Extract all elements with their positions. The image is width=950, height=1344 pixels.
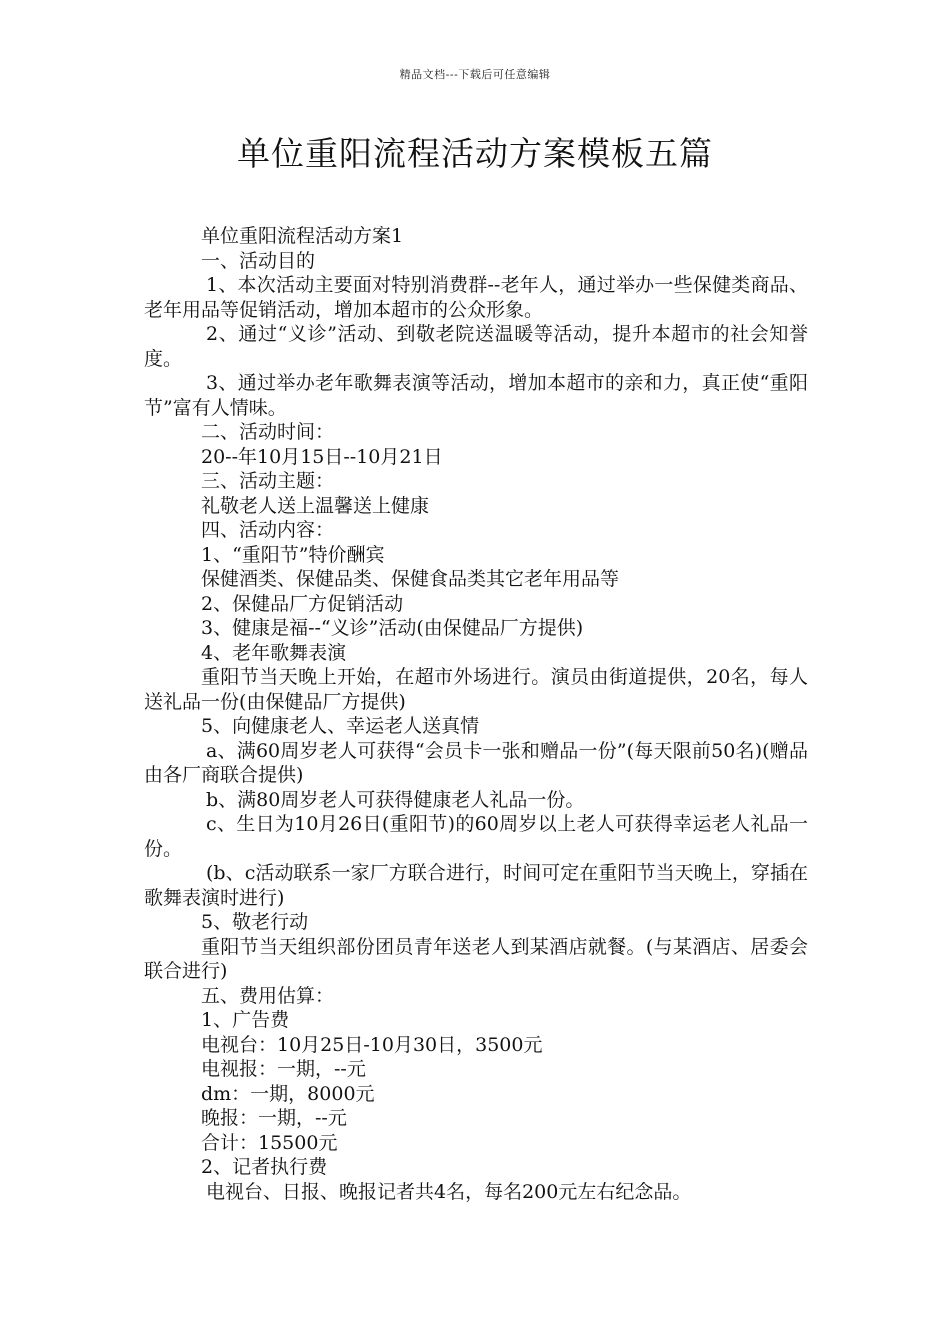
paragraph: 礼敬老人送上温馨送上健康 [201,494,430,517]
paragraph: 1、“重阳节”特价酬宾 [201,543,385,566]
paragraph: dm：一期，8000元 [201,1082,375,1105]
paragraph: 重阳节当天组织部份团员青年送老人到某酒店就餐。(与某酒店、居委会联合进行) [144,935,808,982]
header-note: 精品文档---下载后可任意编辑 [399,68,551,81]
paragraph: 20--年10月15日--10月21日 [201,445,443,468]
paragraph: 保健酒类、保健品类、保健食品类其它老年用品等 [201,568,620,590]
section-heading: 二、活动时间： [201,421,335,443]
section-heading: 五、费用估算： [201,984,335,1007]
paragraph: 3、通过举办老年歌舞表演等活动，增加本超市的亲和力，真正使“重阳节”富有人情味。 [144,372,808,419]
section-heading: 一、活动目的 [201,249,316,272]
paragraph: 电视台、日报、晚报记者共4名，每名200元左右纪念品。 [206,1180,692,1203]
document-body [144,224,808,1204]
paragraph: 3、健康是福--“义诊”活动(由保健品厂方提供) [201,617,584,639]
section-heading: 三、活动主题： [201,470,335,492]
paragraph: 1、本次活动主要面对特别消费群--老年人，通过举办一些保健类商品、老年用品等促销活动，增加本超市的公众形象。 [144,274,808,321]
paragraph: a、满60周岁老人可获得“会员卡一张和赠品一份”(每天限前50名)(赠品由各厂商联合提供) [144,739,808,786]
section-heading: 四、活动内容： [201,519,335,541]
paragraph: 1、广告费 [201,1009,290,1031]
paragraph: 2、保健品厂方促销活动 [201,592,404,615]
paragraph: 2、记者执行费 [201,1156,328,1178]
paragraph: 5、敬老行动 [201,911,309,933]
paragraph: c、生日为10月26日(重阳节)的60周岁以上老人可获得幸运老人礼品一份。 [144,813,808,860]
paragraph: 5、向健康老人、幸运老人送真情 [201,715,480,737]
paragraph: 晚报：一期，--元 [201,1107,347,1129]
paragraph: 合计：15500元 [201,1131,338,1154]
paragraph: 4、老年歌舞表演 [201,641,347,664]
document-title: 单位重阳流程活动方案模板五篇 [237,134,713,173]
paragraph: 电视报：一期，--元 [201,1058,366,1080]
paragraph: 电视台：10月25日-10月30日，3500元 [201,1033,543,1056]
paragraph: b、满80周岁老人可获得健康老人礼品一份。 [206,788,585,811]
paragraph: 重阳节当天晚上开始，在超市外场进行。演员由街道提供，20名，每人送礼品一份(由保健品厂方提供) [144,666,808,713]
paragraph: (b、c活动联系一家厂方联合进行，时间可定在重阳节当天晚上，穿插在歌舞表演时进行) [144,862,808,909]
paragraph: 2、通过“义诊”活动、到敬老院送温暖等活动，提升本超市的社会知誉度。 [144,323,808,370]
paragraph: 单位重阳流程活动方案1 [201,225,404,247]
